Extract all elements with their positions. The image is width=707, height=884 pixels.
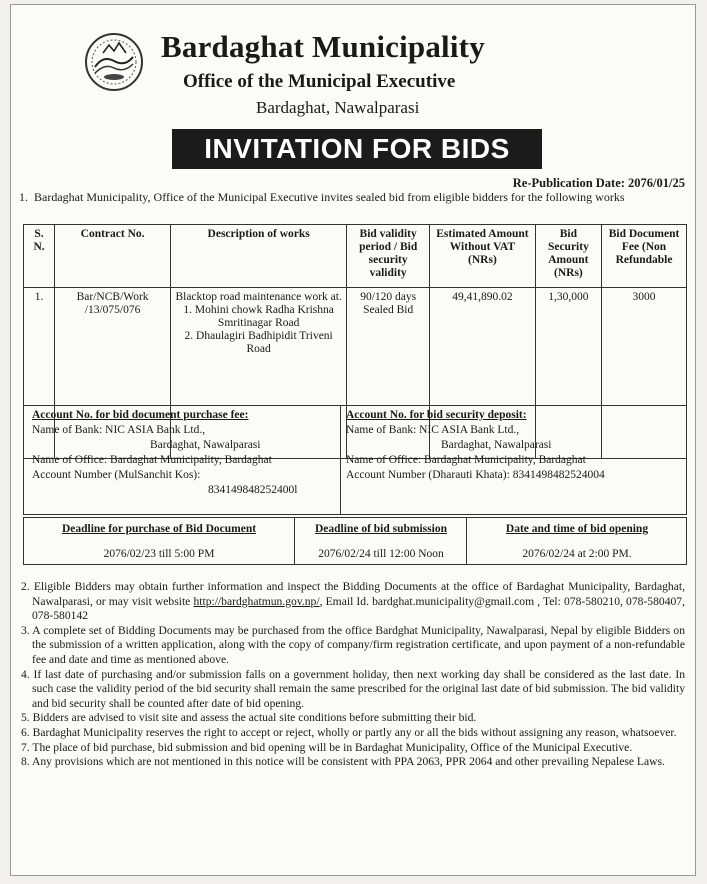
- intro-paragraph: [19, 191, 679, 204]
- security-account-number: Account Number (Dharauti Khata): 8341498482524004: [346, 469, 605, 481]
- deadline-divider: [294, 518, 295, 564]
- purchase-deadline-value: 2076/02/23 till 5:00 PM: [103, 548, 215, 560]
- note-item: 3. A complete set of Bidding Documents may be purchased from the office Bardghat Municipality, Nawalparasi, Nepal by eligible Bidders on the submission of a written application, along with the copy of company/firm registration certificate, and upon payment of a non-refundable fee and date and time as mentioned above.: [21, 623, 685, 666]
- col-header-sn: S. N.: [24, 225, 55, 288]
- cell-sn: 1.: [24, 288, 55, 459]
- submission-deadline-value: 2076/02/24 till 12:00 Noon: [318, 548, 444, 560]
- security-account: [346, 408, 681, 483]
- security-heading: Account No. for bid security deposit:: [346, 409, 527, 421]
- doc-fee-account-number: 834149848252400l: [208, 484, 298, 496]
- cell-security: 1,30,000: [535, 288, 601, 459]
- deadline-divider: [466, 518, 467, 564]
- purchase-deadline-label: Deadline for purchase of Bid Document: [61, 523, 257, 535]
- note-text: 2. Eligible Bidders may obtain further information and inspect the Bidding Documents at the office of Bardaghat Municipality, Bardaghat, Nawalparasi, or may visit website: [21, 580, 685, 608]
- office-subtitle: Office of the Municipal Executive: [183, 71, 456, 92]
- account-divider: [340, 406, 341, 514]
- doc-fee-heading: Account No. for bid document purchase fee:: [32, 409, 249, 421]
- submission-deadline-label: Deadline of bid submission: [315, 523, 447, 535]
- cell-contract: Bar/NCB/Work /13/075/076: [55, 288, 171, 459]
- doc-fee-account: [32, 408, 337, 498]
- page-title: Bardaghat Municipality: [161, 29, 485, 64]
- note-item: 4. If last date of purchasing and/or submission falls on a government holiday, then next working day shall be considered as the last date. In such case the validity period of the bid security shall remain the same prescribed for the original last date of bid submission. The bid validity and bid security shall be counted after date of bid opening.: [21, 667, 685, 710]
- purchase-deadline: [24, 522, 294, 562]
- note-text: , Email Id. bardghat.municipality@gmail.com , Tel: 078-580210, 078-580407, 078-580142: [32, 594, 685, 623]
- cell-fee: 3000: [602, 288, 687, 459]
- municipality-seal-icon: [83, 31, 145, 93]
- cell-validity: 90/120 days Sealed Bid: [347, 288, 430, 459]
- col-header-security: Bid Security Amount (NRs): [535, 225, 601, 288]
- col-header-fee: Bid Document Fee (Non Refundable: [602, 225, 687, 288]
- account-details: [23, 405, 687, 515]
- col-header-description: Description of works: [171, 225, 347, 288]
- security-branch: Bardaghat, Nawalparasi: [441, 439, 552, 451]
- opening-date-value: 2076/02/24 at 2:00 PM.: [522, 548, 632, 560]
- cell-estimate: 49,41,890.02: [430, 288, 536, 459]
- note-item: [21, 580, 685, 624]
- desc-line: 2. Dhaulagiri Badhipidit Triveni Road: [184, 330, 333, 355]
- republication-date: Re-Publication Date: 2076/01/25: [512, 176, 685, 190]
- deadlines-table: [23, 517, 687, 565]
- opening-date-label: Date and time of bid opening: [505, 523, 649, 535]
- doc-fee-bank: Name of Bank: NIC ASIA Bank Ltd.,: [32, 424, 206, 436]
- opening-date: [468, 522, 686, 562]
- col-header-estimate: Estimated Amount Without VAT (NRs): [430, 225, 536, 288]
- security-bank: Name of Bank: NIC ASIA Bank Ltd.,: [346, 424, 520, 436]
- doc-fee-account-label: Account Number (MulSanchit Kos):: [32, 469, 201, 481]
- notes-list: [21, 580, 685, 770]
- intro-text: Bardaghat Municipality, Office of the Municipal Executive invites sealed bid from eligible bidders for the following works: [34, 190, 625, 204]
- website-link[interactable]: http://bardghatmun.gov.np/: [193, 594, 320, 608]
- security-office: Name of Office: Bardaghat Municipality, Bardaghat: [346, 454, 586, 466]
- note-item: 8. Any provisions which are not mentioned in this notice will be consistent with PPA 2063, PPR 2064 and other prevailing Nepalese Laws.: [21, 755, 665, 769]
- notice-banner: INVITATION FOR BIDS: [172, 129, 542, 169]
- desc-line: Blacktop road maintenance work at.: [175, 291, 342, 303]
- doc-fee-branch: Bardaghat, Nawalparasi: [150, 439, 261, 451]
- intro-number: 1.: [19, 190, 28, 204]
- desc-line: 1. Mohini chowk Radha Krishna Smritinagar Road: [183, 304, 334, 329]
- table-header-row: [24, 225, 687, 288]
- col-header-validity: Bid validity period / Bid security validity: [347, 225, 430, 288]
- submission-deadline: [296, 522, 466, 562]
- office-location: Bardaghat, Nawalparasi: [256, 98, 420, 117]
- doc-fee-office: Name of Office: Bardaghat Municipality, Bardaghat: [32, 454, 272, 466]
- note-item: 5. Bidders are advised to visit site and assess the actual site conditions before submitting their bid.: [21, 711, 477, 725]
- note-item: 7. The place of bid purchase, bid submission and bid opening will be in Bardaghat Municipality, Office of the Municipal Executive.: [21, 740, 633, 754]
- note-item: 6. Bardaghat Municipality reserves the right to accept or reject, wholly or partly any or all the bids without assigning any reason, whatsoever.: [21, 725, 677, 739]
- col-header-contract: Contract No.: [55, 225, 171, 288]
- bid-notice: [10, 4, 696, 876]
